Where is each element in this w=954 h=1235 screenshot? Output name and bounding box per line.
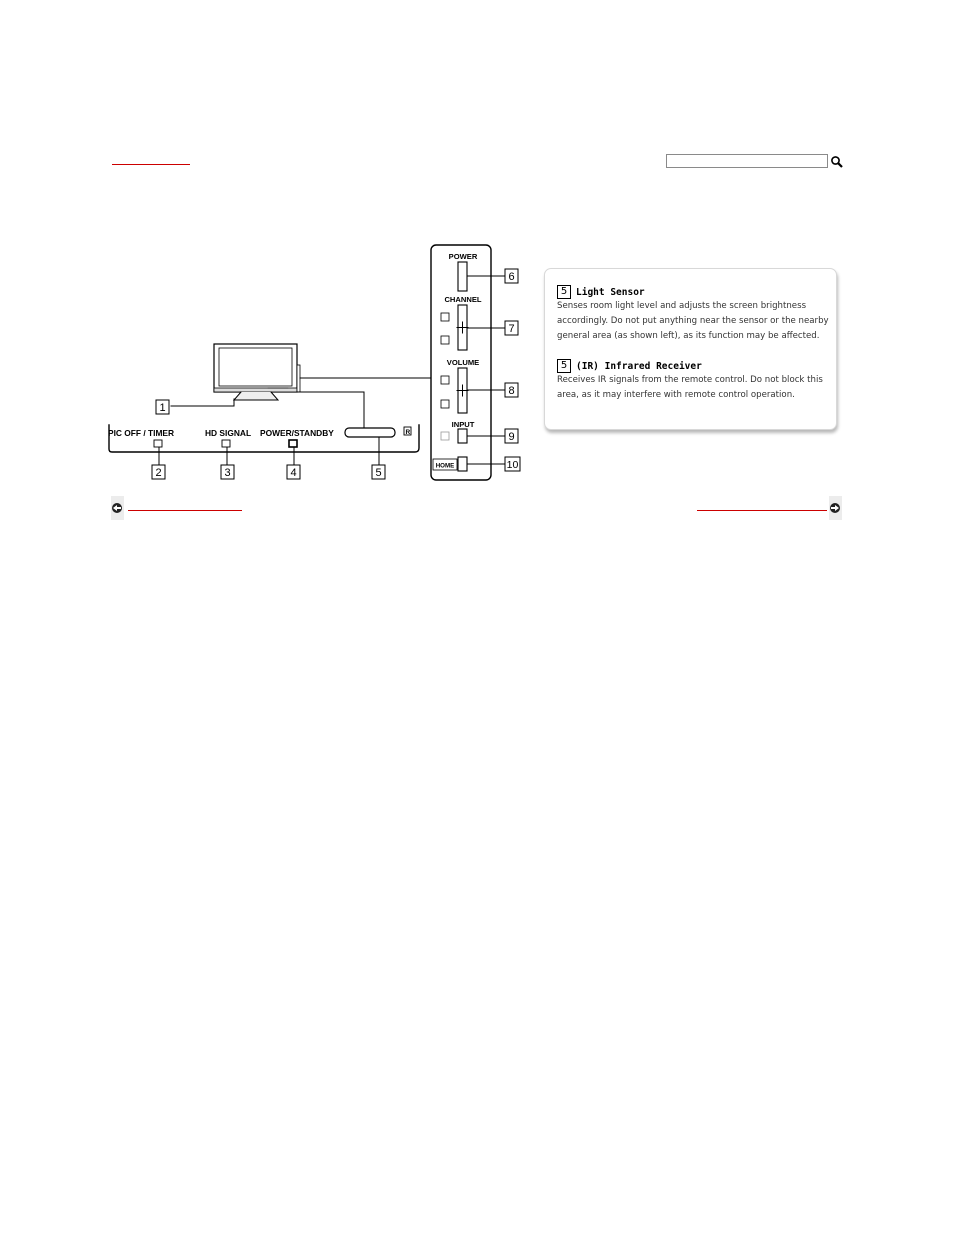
tv-controls-diagram — [106, 242, 526, 485]
search-input[interactable] — [666, 154, 828, 168]
channel-down-icon — [441, 336, 449, 344]
label-hd-signal: HD SIGNAL — [205, 428, 252, 438]
home-button — [458, 457, 467, 471]
light-sensor-bar — [345, 428, 395, 437]
entry-ir-receiver-heading — [557, 359, 702, 373]
volume-down-icon — [441, 400, 449, 408]
label-pic-off-timer: PIC OFF / TIMER — [108, 428, 175, 438]
left-arrow-icon[interactable] — [111, 496, 124, 520]
label-power-standby: POWER/STANDBY — [260, 428, 334, 438]
top-link[interactable] — [112, 152, 190, 165]
info-box — [544, 268, 837, 430]
label-power: POWER — [448, 252, 478, 261]
search-box — [666, 154, 842, 168]
ir-mark: R — [405, 429, 411, 436]
right-arrow-icon[interactable] — [829, 496, 842, 520]
previous-page-link[interactable] — [111, 496, 245, 520]
callout-1-label: 1 — [159, 402, 166, 414]
power-button — [458, 262, 467, 291]
entry-light-sensor-heading — [557, 285, 645, 299]
label-channel: CHANNEL — [444, 295, 482, 304]
entry-number: 5 — [557, 285, 571, 299]
callout-5-label: 5 — [375, 467, 382, 479]
callout-6-label: 6 — [508, 271, 515, 283]
callout-7-label: 7 — [508, 323, 515, 335]
entry-description: Receives IR signals from the remote control. Do not block this area, as it may interfere with remote control operation. — [557, 375, 823, 400]
callout-3-label: 3 — [224, 467, 231, 479]
label-home: HOME — [435, 462, 455, 470]
input-icon — [441, 432, 449, 440]
entry-description: Senses room light level and adjusts the screen brightness accordingly. Do not put anything near the sensor or the nearby general area (as shown left), as its function may be affected. — [557, 301, 829, 341]
search-icon[interactable] — [830, 154, 844, 168]
callout-1-leader — [171, 399, 234, 406]
volume-up-icon — [441, 376, 449, 384]
entry-title: Light Sensor — [576, 286, 645, 298]
callout-4-label: 4 — [290, 467, 297, 479]
pic-off-timer-indicator — [154, 440, 162, 447]
tv-illustration — [214, 344, 300, 400]
entry-title: (IR) Infrared Receiver — [576, 360, 702, 372]
callout-10-label: 10 — [506, 459, 519, 471]
callout-2-label: 2 — [155, 467, 162, 479]
input-button — [458, 429, 467, 443]
hd-signal-indicator — [222, 440, 230, 447]
entry-number: 5 — [557, 359, 571, 373]
power-standby-indicator — [289, 440, 297, 447]
label-volume: VOLUME — [446, 358, 480, 367]
callout-9-label: 9 — [508, 431, 515, 443]
channel-up-icon — [441, 313, 449, 321]
callout-5-leader-top — [297, 392, 364, 432]
callout-8-label: 8 — [508, 385, 515, 397]
next-page-link[interactable] — [696, 496, 842, 520]
label-input: INPUT — [451, 420, 475, 429]
